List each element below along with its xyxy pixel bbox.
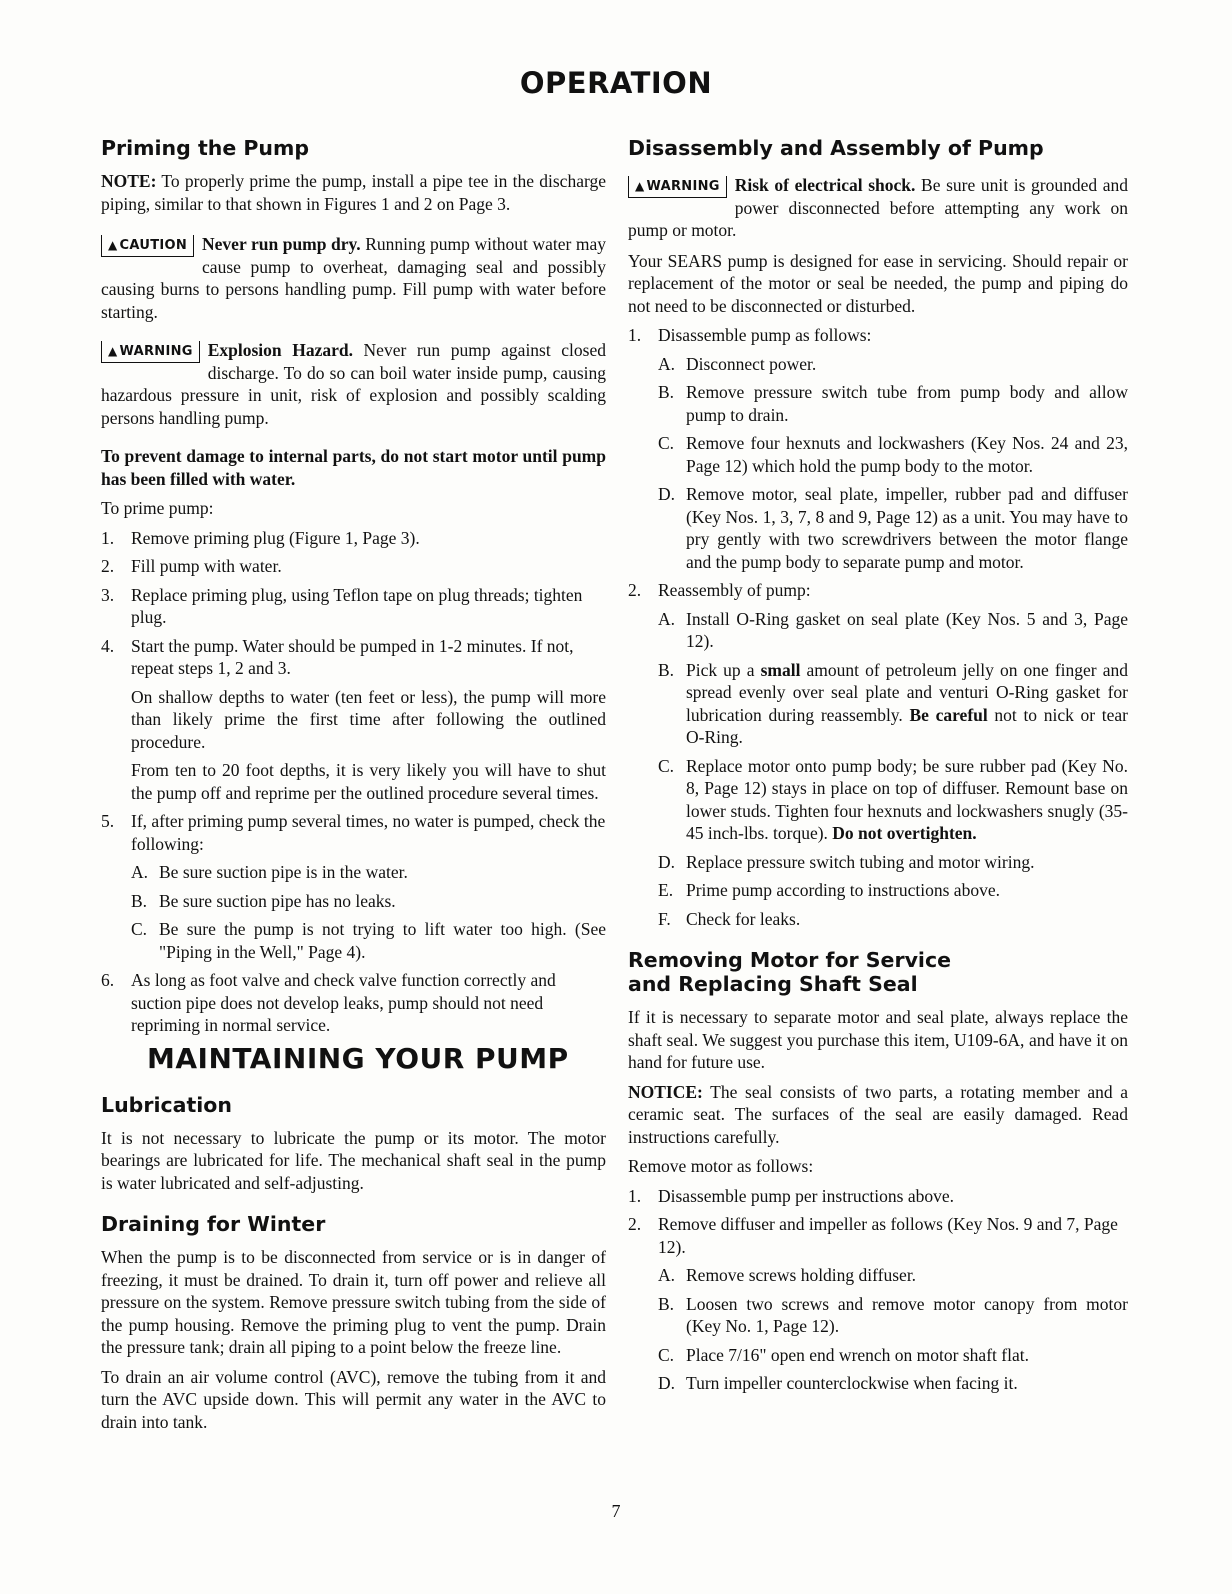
sub-text: Prime pump according to instructions above. bbox=[686, 880, 1000, 900]
step-number: 1. bbox=[628, 1185, 642, 1206]
step-number: 4. bbox=[101, 635, 115, 656]
list-item bbox=[131, 861, 606, 884]
step-text: Fill pump with water. bbox=[131, 556, 282, 576]
caution-block bbox=[101, 233, 606, 323]
list-item bbox=[658, 1344, 1128, 1367]
left-column bbox=[101, 136, 606, 1440]
priming-steps bbox=[101, 527, 606, 1037]
draining-heading: Draining for Winter bbox=[101, 1212, 326, 1236]
sub-text: Loosen two screws and remove motor canopy from motor (Key No. 1, Page 12). bbox=[686, 1293, 1128, 1336]
list-item bbox=[628, 324, 1128, 573]
sub-text: Remove screws holding diffuser. bbox=[686, 1265, 917, 1285]
sub-text: Remove pressure switch tube from pump body and allow pump to drain. bbox=[686, 382, 1128, 425]
list-item bbox=[628, 1185, 1128, 1208]
list-item bbox=[101, 635, 606, 805]
warning-triangle-icon: ▲ bbox=[635, 179, 645, 193]
sub-label: C. bbox=[658, 433, 675, 453]
explosion-warning-block bbox=[101, 339, 606, 429]
list-item bbox=[658, 908, 1128, 931]
list-item bbox=[658, 608, 1128, 653]
lubrication-text: It is not necessary to lubricate the pump or its motor. The motor bearings are lubricated for life. The mechanical shaft seal in the pump is water lubricated and self-adjusting. bbox=[101, 1127, 606, 1193]
notice-label: NOTICE: bbox=[628, 1081, 703, 1102]
sub-text: Turn impeller counterclockwise when facing it. bbox=[686, 1373, 1018, 1393]
step-number: 2. bbox=[101, 556, 115, 576]
step-text: As long as foot valve and check valve function correctly and suction pipe does not develop leaks, pump should not need repriming in normal service. bbox=[131, 970, 556, 1035]
warning-text: Be sure unit is grounded and power disconnected before attempting any work on pump or motor. bbox=[628, 175, 1128, 240]
warning-badge bbox=[101, 341, 200, 363]
list-item bbox=[101, 810, 606, 963]
removing-heading-line-2: and Replacing Shaft Seal bbox=[628, 972, 918, 996]
step-number: 5. bbox=[101, 811, 115, 831]
caution-text: Running pump without water may cause pump to overheat, damaging seal and possibly causing burns to persons handling pump. Fill pump with water before starting. bbox=[101, 234, 606, 322]
removing-heading bbox=[628, 948, 1128, 996]
sub-text: Pick up a bbox=[686, 659, 761, 680]
draining-text-1: When the pump is to be disconnected from service or is in danger of freezing, it must be drained. To drain it, turn off power and relieve all pressure on the system. Remove pressure switch tubing from the side of the pump housing. Remove the priming plug to vent the pump. Drain the pressure tank; drain all piping to a point below the freeze line. bbox=[101, 1247, 606, 1357]
warning-triangle-icon: ▲ bbox=[108, 238, 118, 252]
sub-text: Replace pressure switch tubing and motor wiring. bbox=[686, 851, 1035, 872]
sub-text: Remove four hexnuts and lockwashers (Key Nos. 24 and 23, Page 12) which hold the pump body to the motor. bbox=[686, 433, 1128, 476]
step-text: Start the pump. Water should be pumped in 1-2 minutes. If not, repeat steps 1, 2 and 3. bbox=[131, 635, 574, 678]
step-text: Remove priming plug (Figure 1, Page 3). bbox=[131, 527, 420, 548]
list-item bbox=[628, 1213, 1128, 1395]
sub-label: A. bbox=[658, 353, 676, 374]
sub-label: E. bbox=[658, 880, 674, 900]
step-number: 2. bbox=[628, 1214, 642, 1234]
removing-intro: If it is necessary to separate motor and seal plate, always replace the shaft seal. We suggest you purchase this item, U109-6A, and have it on hand for future use. bbox=[628, 1007, 1128, 1072]
sub-label: C. bbox=[658, 755, 675, 776]
sub-text: Place 7/16" open end wrench on motor shaft flat. bbox=[686, 1344, 1029, 1365]
list-item bbox=[658, 483, 1128, 573]
removing-heading-line-1: Removing Motor for Service bbox=[628, 948, 952, 972]
list-item bbox=[658, 1293, 1128, 1338]
sub-text: Check for leaks. bbox=[686, 908, 801, 929]
sub-label: A. bbox=[131, 862, 149, 882]
sub-list bbox=[658, 353, 1128, 574]
list-item bbox=[101, 584, 606, 629]
removing-steps bbox=[628, 1185, 1128, 1395]
sub-label: B. bbox=[658, 1293, 675, 1314]
notice-text: The seal consists of two parts, a rotating member and a ceramic seat. The surfaces of the seal are easily damaged. Read instructions carefully. bbox=[628, 1081, 1128, 1147]
warning-lead: Risk of electrical shock. bbox=[734, 175, 916, 195]
sub-label: F. bbox=[658, 908, 671, 929]
sub-text: Remove motor, seal plate, impeller, rubber pad and diffuser (Key Nos. 1, 3, 7, 8 and 9, Page 12) as a unit. You may have to pry gently with two screwdrivers between the motor flange and the pump body to separate pump and motor. bbox=[686, 484, 1128, 572]
sub-label: B. bbox=[131, 890, 148, 911]
sub-list bbox=[658, 1264, 1128, 1395]
list-item bbox=[101, 527, 606, 550]
note-text: To properly prime the pump, install a pipe tee in the discharge piping, similar to that shown in Figures 1 and 2 on Page 3. bbox=[101, 171, 606, 214]
sub-text-bold: Do not overtighten. bbox=[832, 823, 977, 843]
disassembly-heading: Disassembly and Assembly of Pump bbox=[628, 136, 1044, 160]
step-number: 2. bbox=[628, 580, 642, 600]
list-item bbox=[658, 432, 1128, 477]
list-item bbox=[101, 969, 606, 1037]
warning-triangle-icon: ▲ bbox=[108, 344, 118, 358]
warning-badge-label: WARNING bbox=[646, 179, 720, 194]
sub-label: C. bbox=[658, 1344, 675, 1365]
warning-lead: Explosion Hazard. bbox=[207, 340, 353, 360]
list-item bbox=[658, 851, 1128, 874]
list-item bbox=[131, 918, 606, 963]
sub-label: D. bbox=[658, 851, 676, 872]
sub-label: B. bbox=[658, 382, 675, 402]
list-item bbox=[658, 879, 1128, 902]
step-paragraph: On shallow depths to water (ten feet or less), the pump will more than likely prime the first time after following the outlined procedure. bbox=[131, 686, 606, 752]
sub-text: not to nick or tear O-Ring. bbox=[686, 704, 1128, 747]
step-number: 1. bbox=[101, 527, 115, 548]
list-item bbox=[658, 755, 1128, 845]
list-item bbox=[658, 1372, 1128, 1395]
list-item bbox=[658, 381, 1128, 426]
sub-text: Be sure the pump is not trying to lift water too high. (See "Piping in the Well," Page 4). bbox=[159, 919, 606, 962]
prime-intro: To prime pump: bbox=[101, 498, 214, 518]
electrical-warning-block bbox=[628, 174, 1128, 242]
step-text: If, after priming pump several times, no water is pumped, check the following: bbox=[131, 811, 606, 854]
maintaining-heading: MAINTAINING YOUR PUMP bbox=[147, 1041, 569, 1075]
caution-lead: Never run pump dry. bbox=[202, 234, 361, 254]
draining-text-2: To drain an air volume control (AVC), remove the tubing from it and turn the AVC upside down. This will permit any water in the AVC to drain into tank. bbox=[101, 1366, 606, 1432]
warning-text: Never run pump against closed discharge. To do so can boil water inside pump, causing hazardous pressure in unit, risk of explosion and possibly scalding persons handling pump. bbox=[101, 340, 606, 428]
sub-label: A. bbox=[658, 608, 676, 629]
sub-text-bold: small bbox=[760, 659, 801, 680]
sub-text: amount of petroleum jelly on one finger and spread evenly over seal plate and venturi O-Ring gasket for lubrication during reassembly. bbox=[686, 659, 1128, 725]
sub-list bbox=[658, 608, 1128, 931]
remove-motor-intro: Remove motor as follows: bbox=[628, 1156, 814, 1176]
priming-note bbox=[101, 170, 606, 215]
sub-label: B. bbox=[658, 659, 675, 680]
sub-label: D. bbox=[658, 1373, 676, 1393]
warning-badge bbox=[628, 176, 727, 198]
step-text: Replace priming plug, using Teflon tape on plug threads; tighten plug. bbox=[131, 584, 583, 627]
step-text: Reassembly of pump: bbox=[658, 580, 811, 600]
priming-heading: Priming the Pump bbox=[101, 136, 310, 160]
sub-list bbox=[131, 861, 606, 963]
list-item bbox=[628, 579, 1128, 930]
lubrication-heading: Lubrication bbox=[101, 1092, 232, 1117]
disassembly-intro: Your SEARS pump is designed for ease in servicing. Should repair or replacement of the motor or seal be needed, the pump and piping do not need to be disconnected or disturbed. bbox=[628, 250, 1128, 316]
list-item bbox=[131, 890, 606, 913]
page-title: OPERATION bbox=[519, 66, 713, 100]
removing-notice bbox=[628, 1081, 1128, 1149]
sub-text-bold: Be careful bbox=[909, 704, 988, 725]
sub-label: D. bbox=[658, 484, 676, 504]
step-paragraph: From ten to 20 foot depths, it is very likely you will have to shut the pump off and reprime per the outlined procedure several times. bbox=[131, 760, 606, 803]
caution-badge bbox=[101, 235, 194, 257]
step-number: 1. bbox=[628, 325, 642, 345]
list-item bbox=[101, 555, 606, 578]
sub-text: Disconnect power. bbox=[686, 353, 817, 374]
step-text: Disassemble pump as follows: bbox=[658, 325, 872, 345]
step-text: Remove diffuser and impeller as follows (Key Nos. 9 and 7, Page 12). bbox=[658, 1214, 1118, 1257]
right-column bbox=[628, 136, 1128, 1401]
sub-text: Be sure suction pipe has no leaks. bbox=[159, 890, 396, 911]
disassembly-steps bbox=[628, 324, 1128, 930]
sub-text: Be sure suction pipe is in the water. bbox=[159, 862, 408, 882]
list-item bbox=[658, 1264, 1128, 1287]
sub-label: A. bbox=[658, 1265, 676, 1285]
note-label: NOTE: bbox=[101, 171, 157, 191]
step-number: 3. bbox=[101, 584, 115, 605]
sub-text: Replace motor onto pump body; be sure rubber pad (Key No. 8, Page 12) stays in place on top of diffuser. Remount base on lower studs. Tighten four hexnuts and lockwashers snugly (35-45 inch-lbs. torque). bbox=[686, 755, 1128, 843]
damage-notice: To prevent damage to internal parts, do not start motor until pump has been filled with water. bbox=[101, 446, 606, 489]
list-item bbox=[658, 659, 1128, 749]
list-item bbox=[658, 353, 1128, 376]
step-text: Disassemble pump per instructions above. bbox=[658, 1185, 954, 1206]
warning-badge-label: WARNING bbox=[119, 344, 193, 359]
sub-text: Install O-Ring gasket on seal plate (Key Nos. 5 and 3, Page 12). bbox=[686, 608, 1128, 651]
page-number: 7 bbox=[611, 1501, 621, 1521]
step-number: 6. bbox=[101, 970, 115, 990]
sub-label: C. bbox=[131, 919, 148, 939]
caution-badge-label: CAUTION bbox=[119, 238, 188, 253]
